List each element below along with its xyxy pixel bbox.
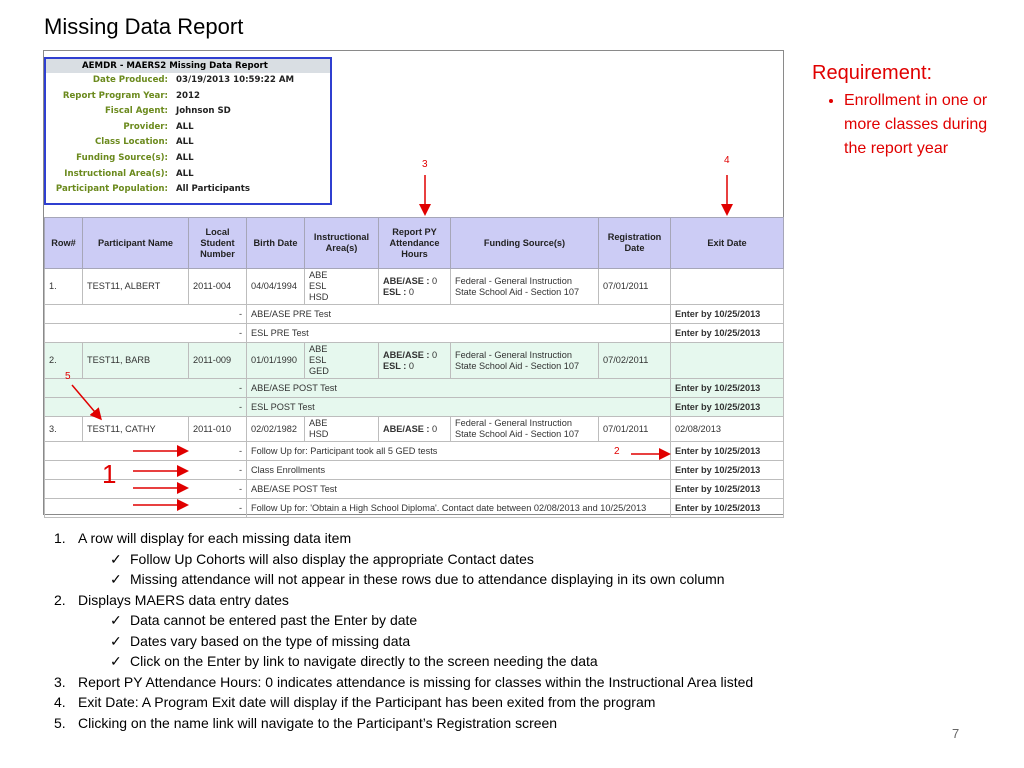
attendance-area: ABE/ASE :: [383, 275, 430, 286]
note-number: 1.: [54, 530, 66, 546]
enter-by-link[interactable]: Enter by 10/25/2013: [671, 324, 784, 343]
report-screenshot: [43, 50, 784, 515]
note-check-text: Follow Up Cohorts will also display the appropriate Contact dates: [130, 550, 534, 567]
missing-item-desc: ABE/ASE POST Test: [247, 480, 671, 499]
exit-date: 02/08/2013: [671, 417, 784, 442]
column-header: Birth Date: [247, 218, 305, 269]
note-check-item: [54, 610, 753, 631]
check-icon: ✓: [110, 632, 122, 649]
report-field-label: Date Produced:: [92, 75, 168, 85]
enter-by-link[interactable]: Enter by 10/25/2013: [671, 305, 784, 324]
participant-row: [45, 417, 784, 442]
instructional-area: ABE: [309, 418, 328, 428]
funding-sources: [451, 343, 599, 379]
attendance-area: ESL :: [383, 360, 407, 371]
report-field-label: Report Program Year:: [62, 90, 168, 101]
note-check-item: [54, 631, 753, 652]
missing-item-row: [45, 324, 784, 343]
requirement-heading: Requirement:: [812, 62, 933, 84]
missing-item-row: [45, 480, 784, 499]
check-icon: ✓: [110, 571, 122, 587]
attendance-area: ESL :: [383, 286, 407, 297]
report-field: [46, 120, 330, 136]
birth-date: 04/04/1994: [247, 269, 305, 305]
enter-by-link[interactable]: Enter by 10/25/2013: [671, 398, 784, 417]
note-text: Report PY Attendance Hours: 0 indicates attendance is missing for classes within the Instructional Area listed: [78, 673, 754, 690]
enter-by-link[interactable]: Enter by 10/25/2013: [671, 461, 784, 480]
check-icon: ✓: [110, 550, 122, 567]
note-number: 5.: [54, 714, 66, 731]
attendance-line: [383, 276, 446, 287]
note-text: Displays MAERS data entry dates: [78, 591, 289, 608]
attendance-value: 0: [432, 349, 438, 360]
report-field-value: ALL: [176, 168, 194, 179]
note-check-text: Click on the Enter by link to navigate directly to the screen needing the data: [130, 653, 598, 669]
student-number: 2011-009: [189, 343, 247, 379]
annotation-1: 1: [102, 459, 117, 489]
student-number: 2011-010: [189, 417, 247, 442]
note-item: [54, 692, 753, 713]
funding-source: Federal - General Instruction: [455, 349, 572, 360]
instructional-areas: [305, 417, 379, 442]
note-number: 3.: [54, 673, 66, 690]
missing-item-desc: Follow Up for: 'Obtain a High School Diploma'. Contact date between 02/08/2013 and 10/25/2013: [247, 499, 671, 518]
column-header: Exit Date: [671, 218, 784, 269]
instructional-area: HSD: [309, 292, 329, 302]
attendance-area: ABE/ASE :: [383, 349, 430, 360]
participant-row: [45, 269, 784, 305]
missing-item-desc: ABE/ASE PRE Test: [247, 305, 671, 324]
annotation-5: 5: [65, 371, 71, 382]
attendance-value: 0: [408, 360, 415, 371]
missing-item-row: [45, 398, 784, 417]
note-check-item: [54, 549, 753, 570]
participant-name-link[interactable]: TEST11, ALBERT: [83, 269, 189, 305]
missing-item-dash: -: [45, 480, 247, 499]
funding-sources: [451, 269, 599, 305]
requirement-bullet: • Enrollment in one or more classes during the report year: [844, 89, 994, 161]
report-field-label: Participant Population:: [55, 184, 168, 195]
enter-by-link[interactable]: Enter by 10/25/2013: [671, 442, 784, 461]
missing-item-row: [45, 461, 784, 480]
exit-date: [671, 343, 784, 379]
report-field-value: ALL: [176, 152, 194, 163]
attendance-line: [383, 424, 446, 435]
missing-item-desc: Follow Up for: Participant took all 5 GED tests: [247, 442, 671, 461]
report-info-box: [44, 57, 332, 205]
note-number: 2.: [54, 591, 66, 608]
report-field: [46, 89, 330, 105]
participant-name-link[interactable]: TEST11, BARB: [83, 343, 189, 379]
missing-item-dash: -: [45, 461, 247, 480]
report-field: [46, 151, 330, 167]
page-number: 7: [952, 726, 960, 741]
report-field: [46, 135, 330, 151]
report-field-value: Johnson SD: [176, 106, 231, 117]
row-number: 1.: [45, 269, 83, 305]
report-field: [46, 104, 330, 120]
missing-item-dash: -: [45, 305, 247, 324]
missing-item-desc: Class Enrollments: [247, 461, 671, 480]
check-icon: ✓: [110, 612, 122, 628]
attendance-hours: [379, 343, 451, 379]
column-header: Funding Source(s): [451, 218, 599, 269]
missing-item-row: [45, 499, 784, 518]
report-field-value: ALL: [176, 137, 194, 148]
note-item: [54, 713, 753, 734]
column-header: Registration Date: [599, 218, 671, 269]
report-field: [46, 167, 330, 183]
missing-item-row: [45, 442, 784, 461]
column-header: Participant Name: [83, 218, 189, 269]
missing-item-dash: -: [45, 499, 247, 518]
note-check-item: [54, 651, 753, 672]
registration-date: 07/02/2011: [599, 343, 671, 379]
note-text: Exit Date: A Program Exit date will display if the Participant has been exited from the program: [78, 694, 656, 710]
report-field-label: Instructional Area(s):: [64, 168, 168, 179]
instructional-area: HSD: [309, 429, 329, 439]
birth-date: 02/02/1982: [247, 417, 305, 442]
report-field-value: 03/19/2013 10:59:22 AM: [176, 75, 295, 85]
report-field-label: Funding Source(s):: [76, 152, 168, 163]
enter-by-link[interactable]: Enter by 10/25/2013: [671, 379, 784, 398]
requirement-box: [812, 62, 994, 161]
annotation-4: 4: [724, 155, 730, 166]
instructional-area: ESL: [309, 355, 327, 365]
attendance-line: [383, 350, 446, 361]
student-number: 2011-004: [189, 269, 247, 305]
instructional-area: ABE: [309, 344, 328, 354]
report-field: [46, 182, 330, 198]
row-number: 2.: [45, 343, 83, 379]
enter-by-link[interactable]: Enter by 10/25/2013: [671, 499, 784, 518]
attendance-value: 0: [432, 423, 438, 434]
missing-item-desc: ABE/ASE POST Test: [247, 379, 671, 398]
attendance-hours: [379, 269, 451, 305]
check-icon: ✓: [110, 653, 122, 669]
report-field-label: Provider:: [123, 121, 168, 132]
report-field-value: 2012: [176, 90, 200, 101]
attendance-value: 0: [432, 275, 438, 286]
missing-item-dash: -: [45, 379, 247, 398]
report-field-value: All Participants: [176, 184, 251, 195]
column-header: Report PY Attendance Hours: [379, 218, 451, 269]
missing-item-desc: ESL PRE Test: [247, 324, 671, 343]
missing-item-row: [45, 305, 784, 324]
annotation-2: 2: [614, 446, 620, 457]
note-item: [54, 590, 753, 611]
attendance-value: 0: [408, 286, 415, 297]
exit-date: [671, 269, 784, 305]
note-number: 4.: [54, 694, 66, 710]
note-check-text: Data cannot be entered past the Enter by date: [130, 612, 418, 628]
funding-source: State School Aid - Section 107: [455, 286, 580, 297]
missing-item-dash: -: [45, 442, 247, 461]
instructional-areas: [305, 269, 379, 305]
instructional-area: ABE: [309, 270, 328, 280]
missing-item-row: [45, 379, 784, 398]
funding-sources: [451, 417, 599, 442]
report-field-label: Class Location:: [94, 137, 168, 148]
attendance-hours: [379, 417, 451, 442]
missing-item-dash: -: [45, 398, 247, 417]
column-header: Row#: [45, 218, 83, 269]
report-field-label: Fiscal Agent:: [104, 106, 168, 117]
note-item: [54, 672, 753, 693]
registration-date: 07/01/2011: [599, 269, 671, 305]
report-header: AEMDR - MAERS2 Missing Data Report: [46, 59, 330, 73]
note-check-text: Dates vary based on the type of missing data: [130, 632, 411, 649]
instructional-area: GED: [309, 366, 329, 376]
attendance-area: ABE/ASE :: [383, 423, 430, 434]
note-check-item: [54, 569, 753, 590]
attendance-line: [383, 361, 446, 372]
note-item: [54, 528, 753, 549]
notes-list: [54, 528, 753, 733]
funding-source: State School Aid - Section 107: [455, 360, 580, 371]
enter-by-link[interactable]: Enter by 10/25/2013: [671, 480, 784, 499]
funding-source: State School Aid - Section 107: [455, 429, 580, 439]
note-check-text: Missing attendance will not appear in these rows due to attendance displaying in its own column: [130, 571, 725, 587]
row-number: 3.: [45, 417, 83, 442]
column-header: Local Student Number: [189, 218, 247, 269]
funding-source: Federal - General Instruction: [455, 275, 572, 286]
column-header: Instructional Area(s): [305, 218, 379, 269]
birth-date: 01/01/1990: [247, 343, 305, 379]
instructional-areas: [305, 343, 379, 379]
missing-item-dash: -: [45, 324, 247, 343]
funding-source: Federal - General Instruction: [455, 418, 572, 428]
slide-title: Missing Data Report: [44, 14, 244, 39]
report-field-value: ALL: [176, 121, 194, 132]
participant-row: [45, 343, 784, 379]
attendance-line: [383, 287, 446, 298]
participant-name-link[interactable]: TEST11, CATHY: [83, 417, 189, 442]
registration-date: 07/01/2011: [599, 417, 671, 442]
report-field: [46, 73, 330, 89]
missing-data-table: [44, 217, 784, 518]
table-header-row: [45, 218, 784, 269]
note-text: A row will display for each missing data item: [78, 530, 352, 546]
missing-item-desc: ESL POST Test: [247, 398, 671, 417]
instructional-area: ESL: [309, 281, 327, 291]
annotation-3: 3: [422, 159, 428, 170]
note-text: Clicking on the name link will navigate to the Participant’s Registration screen: [78, 714, 558, 731]
